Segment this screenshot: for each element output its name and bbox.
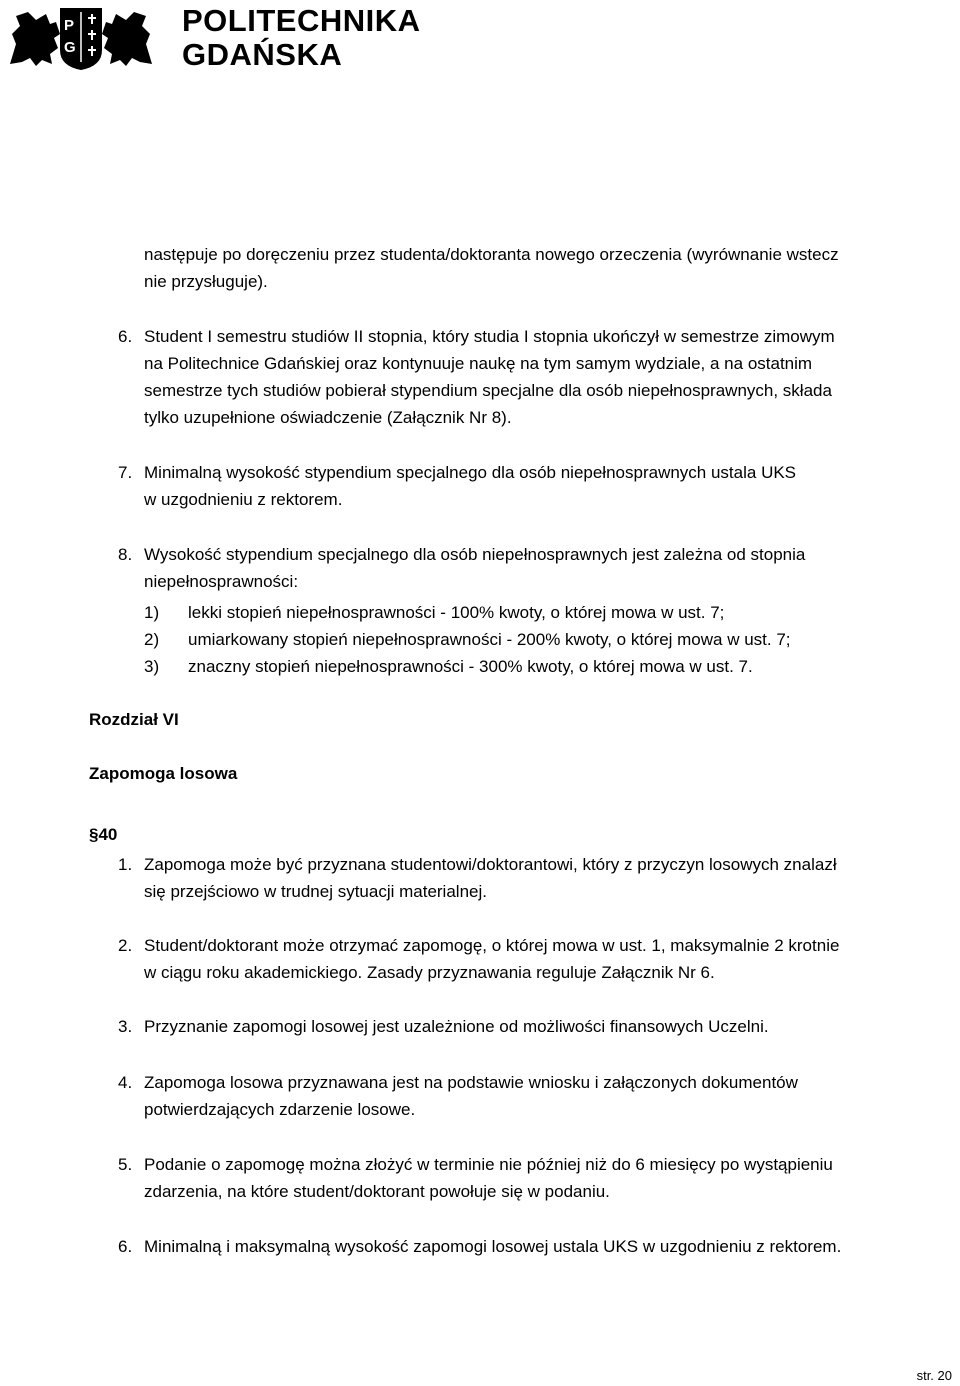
- list-item-number: 2.: [118, 936, 133, 955]
- list-item-line: Minimalną wysokość stypendium specjalnego dla osób niepełnosprawnych ustala UKS: [144, 463, 797, 482]
- paragraph-line: następuje po doręczeniu przez studenta/doktoranta nowego orzeczenia (wyrównanie wstecz: [144, 245, 839, 264]
- list-item-number: 7.: [118, 463, 133, 482]
- list-item-line: Minimalną i maksymalną wysokość zapomogi losowej ustala UKS w uzgodnieniu z rektorem.: [144, 1237, 842, 1256]
- subitem-number: 2): [144, 630, 160, 649]
- list-item-line: w uzgodnieniu z rektorem.: [144, 490, 343, 509]
- list-item-line: tylko uzupełnione oświadczenie (Załącznik Nr 8).: [144, 408, 512, 427]
- list-item-number: 1.: [118, 855, 133, 874]
- subitem-text: umiarkowany stopień niepełnosprawności - 200% kwoty, o której mowa w ust. 7;: [188, 630, 791, 649]
- list-item-line: się przejściowo w trudnej sytuacji materialnej.: [144, 882, 487, 901]
- list-item-number: 4.: [118, 1073, 133, 1092]
- svg-text:G: G: [64, 39, 76, 56]
- list-item-line: Wysokość stypendium specjalnego dla osób niepełnosprawnych jest zależna od stopnia: [144, 545, 806, 564]
- list-item-line: semestrze tych studiów pobierał stypendium specjalne dla osób niepełnosprawnych, składa: [144, 381, 832, 400]
- list-item-line: Przyznanie zapomogi losowej jest uzależnione od możliwości finansowych Uczelni.: [144, 1017, 769, 1036]
- page-number: str. 20: [916, 1368, 952, 1383]
- subitem-text: znaczny stopień niepełnosprawności - 300% kwoty, o której mowa w ust. 7.: [188, 657, 753, 676]
- list-item-line: Podanie o zapomogę można złożyć w terminie nie później niż do 6 miesięcy po wystąpieniu: [144, 1155, 833, 1174]
- list-item-line: zdarzenia, na które student/doktorant powołuje się w podaniu.: [144, 1182, 610, 1201]
- list-item-line: Zapomoga losowa przyznawana jest na podstawie wniosku i załączonych dokumentów: [144, 1073, 798, 1092]
- list-item-number: 8.: [118, 545, 133, 564]
- list-item-number: 5.: [118, 1155, 133, 1174]
- logo-line-2: GDAŃSKA: [182, 36, 343, 72]
- list-item-number: 3.: [118, 1017, 133, 1036]
- politechnika-gdanska-crest-icon: [6, 4, 156, 70]
- logo-wordmark: [182, 2, 421, 72]
- paragraph-line: nie przysługuje).: [144, 272, 268, 291]
- list-item-line: Zapomoga może być przyznana studentowi/doktorantowi, który z przyczyn losowych znalazł: [144, 855, 837, 874]
- subitem-number: 3): [144, 657, 160, 676]
- svg-text:P: P: [64, 17, 75, 34]
- list-item-line: Student I semestru studiów II stopnia, który studia I stopnia ukończył w semestrze zimowym: [144, 327, 835, 346]
- list-item-line: potwierdzających zdarzenie losowe.: [144, 1100, 416, 1119]
- list-item-line: Student/doktorant może otrzymać zapomogę, o której mowa w ust. 1, maksymalnie 2 krotnie: [144, 936, 840, 955]
- logo-line-1: POLITECHNIKA: [182, 2, 421, 38]
- university-logo: [6, 2, 421, 72]
- section-number: §40: [89, 825, 118, 844]
- list-item-number: 6.: [118, 1237, 133, 1256]
- list-item-line: niepełnosprawności:: [144, 572, 299, 591]
- list-item-number: 6.: [118, 327, 133, 346]
- list-item-line: w ciągu roku akademickiego. Zasady przyznawania reguluje Załącznik Nr 6.: [144, 963, 715, 982]
- list-item-line: na Politechnice Gdańskiej oraz kontynuuje naukę na tym samym wydziale, a na ostatnim: [144, 354, 813, 373]
- subitem-number: 1): [144, 603, 160, 622]
- subitem-text: lekki stopień niepełnosprawności - 100% kwoty, o której mowa w ust. 7;: [188, 603, 725, 622]
- chapter-title: Rozdział VI: [89, 710, 179, 729]
- chapter-subtitle: Zapomoga losowa: [89, 764, 238, 783]
